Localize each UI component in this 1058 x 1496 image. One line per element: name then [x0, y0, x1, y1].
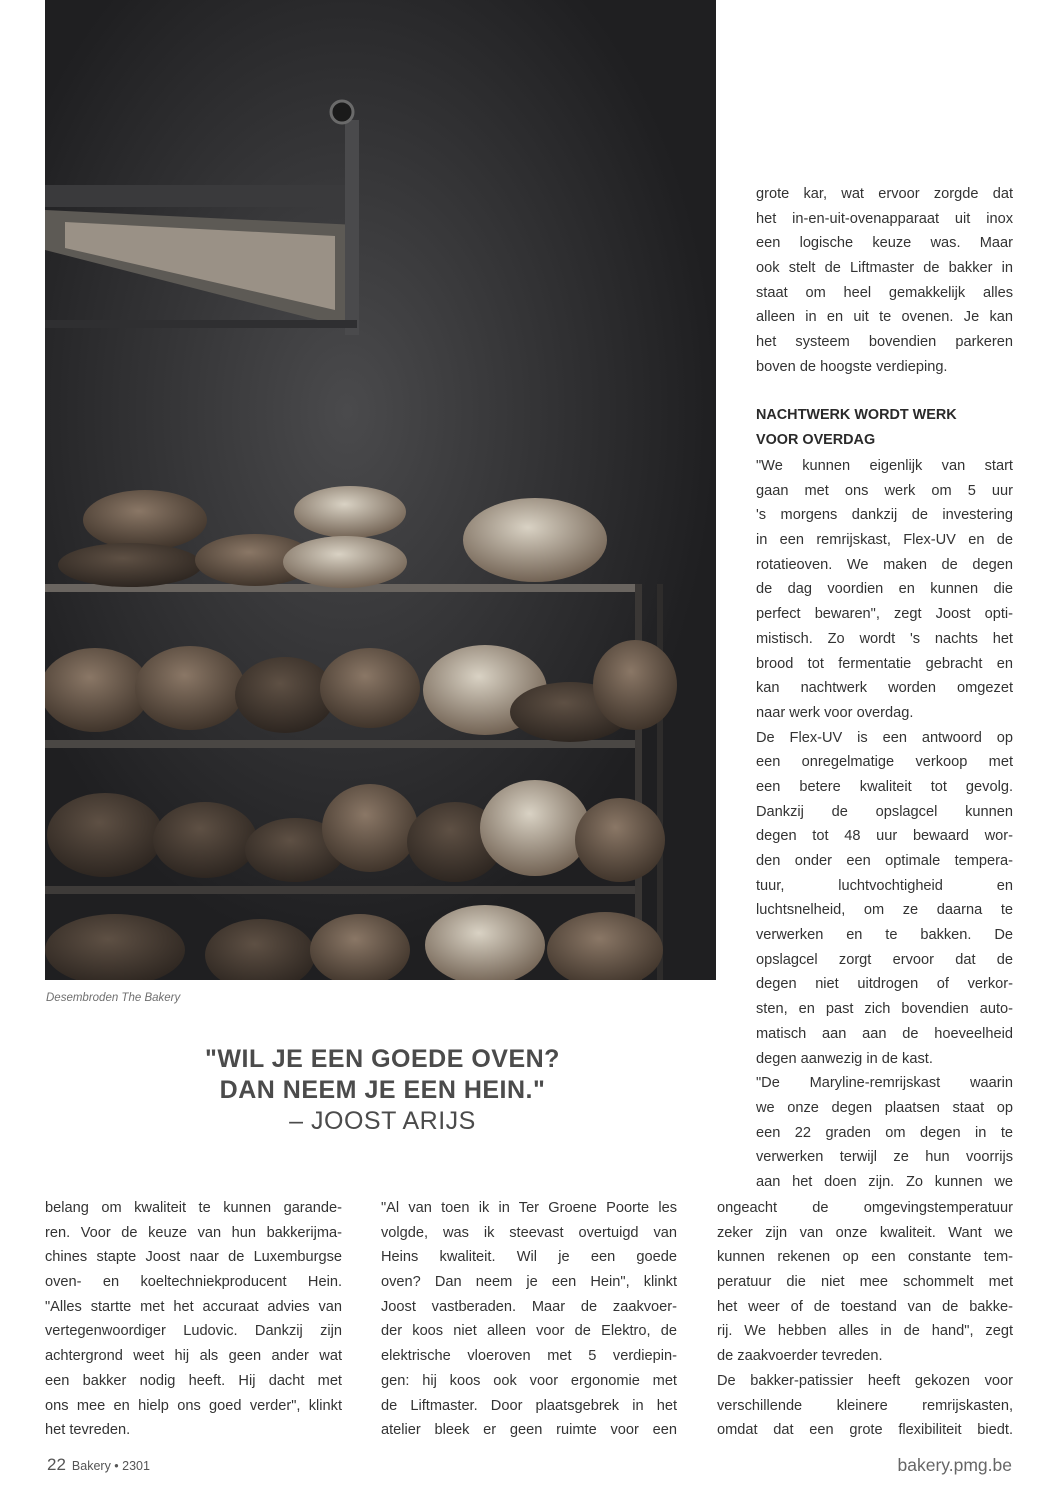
text-line: verschillende kleinere remrijskasten,: [717, 1397, 1013, 1414]
text-line: aan het doen zijn. Zo kunnen we: [756, 1173, 1013, 1190]
text-line: tuur, luchtvochtigheid en: [756, 877, 1013, 894]
middle-column-paragraph: [381, 1196, 677, 1443]
text-line: de zaakvoerder tevreden.: [717, 1348, 883, 1365]
text-line: staat om heel gemakkelijk alles: [756, 284, 1013, 301]
text-line: degen aanwezig in de kast.: [756, 1050, 933, 1067]
text-line: Joost vastberaden. Maar de zaakvoer-: [381, 1298, 677, 1315]
magazine-issue: Bakery • 2301: [71, 1459, 150, 1473]
text-line: het tevreden.: [45, 1422, 131, 1439]
right-column-paragraph-1: [756, 182, 1013, 380]
text-line: vertegenwoordiger Ludovic. Dankzij zijn: [45, 1323, 342, 1340]
text-line: een betere kwaliteit tot gevolg.: [756, 778, 1013, 795]
text-line: naar werk voor overdag.: [756, 704, 914, 721]
text-line: het weer of de toestand van de bakke-: [717, 1298, 1013, 1315]
text-line: kunnen rekenen op een constante tem-: [717, 1249, 1013, 1266]
text-line: achtergrond weet hij als geen ander wat: [45, 1348, 342, 1365]
photo-caption: Desembroden The Bakery: [46, 992, 181, 1004]
text-line: we onze degen plaatsen staat op: [756, 1099, 1013, 1116]
text-line: ren. Voor de keuze van hun bakkerijma-: [45, 1224, 342, 1241]
section-heading: [756, 403, 1013, 452]
text-line: 's morgens dankzij de investering: [756, 507, 1013, 524]
text-line: een bakker nodig heeft. Hij dacht met: [45, 1372, 342, 1389]
left-column-paragraph: [45, 1196, 342, 1443]
top-shelf-loaves: [58, 486, 607, 588]
pull-quote-line-1: "WIL JE EEN GOEDE OVEN?: [205, 1045, 560, 1073]
text-line: De bakker-patissier heeft gekozen voor: [717, 1372, 1013, 1389]
text-line: het in-en-uit-ovenapparaat uit inox: [756, 210, 1013, 227]
text-line: "We kunnen eigenlijk van start: [756, 458, 1013, 474]
footer-left: [47, 1455, 150, 1475]
text-line: chines stapte Joost naar de Luxemburgse: [45, 1249, 342, 1266]
pull-quote-line-2: DAN NEEM JE EEN HEIN.": [219, 1076, 546, 1104]
text-line: alleen in en uit te ovenen. Je kan: [756, 309, 1013, 326]
text-line: de dag voordien en kunnen die: [756, 581, 1013, 598]
text-line: den onder een optimale tempera-: [756, 853, 1013, 869]
text-line: ook stelt de Liftmaster de bakker in: [756, 260, 1013, 277]
text-line: opslagcel zorgt ervoor dat de: [756, 951, 1013, 968]
text-line: volgde, was ik steevast overtuigd van: [381, 1224, 677, 1241]
text-line: "De Maryline-remrijskast waarin: [756, 1075, 1013, 1092]
website-link[interactable]: bakery.pmg.be: [897, 1455, 1012, 1475]
text-line: rij. We hebben alles in de hand", zegt: [717, 1323, 1013, 1340]
text-line: atelier bleek er geen ruimte voor een: [381, 1422, 677, 1439]
text-line: omdat dat een grote flexibiliteit biedt.: [717, 1422, 1013, 1439]
right-column-bottom: [717, 1196, 1013, 1443]
text-line: degen tot 48 uur bewaard wor-: [756, 828, 1013, 845]
text-line: verwerken terwijl ze hun voorrijs: [756, 1149, 1013, 1166]
text-line: matisch aan aan de hoeveelheid: [756, 1025, 1013, 1042]
text-line: mistisch. Zo wordt 's nachts het: [756, 630, 1013, 647]
text-line: gen: hij koos ook voor ergonomie met: [381, 1372, 677, 1389]
text-line: ongeacht de omgevingstemperatuur: [717, 1200, 1013, 1216]
text-line: De Flex-UV is een antwoord op: [756, 729, 1013, 746]
left-column: [45, 1196, 342, 1443]
text-line: een logische keuze was. Maar: [756, 235, 1013, 252]
text-line: de Liftmaster. Door plaatsgebrek in het: [381, 1397, 677, 1414]
text-line: ons mee en hielp ons goed verder", klinkt: [45, 1397, 342, 1414]
text-line: boven de hoogste verdieping.: [756, 358, 948, 375]
text-line: luchtsnelheid, om ze daarna te: [756, 902, 1013, 919]
page-number: 22: [47, 1455, 66, 1474]
right-column-paragraph-2: [756, 454, 1013, 1195]
middle-column: [381, 1196, 677, 1443]
text-line: peratuur die niet mee schommelt met: [717, 1274, 1013, 1291]
pull-quote: [140, 1044, 625, 1137]
pull-quote-attribution: – JOOST ARIJS: [289, 1107, 476, 1135]
text-line: "Alles startte met het accuraat advies van: [45, 1298, 342, 1315]
text-line: een onregelmatige verkoop met: [756, 754, 1013, 771]
right-column-paragraph-3: [717, 1196, 1013, 1443]
right-column-body: [756, 454, 1013, 1195]
text-line: zeker zijn van onze kwaliteit. Want we: [717, 1224, 1013, 1241]
text-line: oven? Dan neem je een Hein", klinkt: [381, 1274, 677, 1291]
text-line: perfect bewaren", zegt Joost opti-: [756, 606, 1013, 623]
text-line: degen niet uitdrogen of verkor-: [756, 976, 1013, 993]
text-line: een 22 graden om degen in te: [756, 1124, 1013, 1141]
text-line: Dankzij de opslagcel kunnen: [756, 803, 1013, 820]
bread-rack-photo: [45, 0, 716, 980]
text-line: grote kar, wat ervoor zorgde dat: [756, 186, 1013, 202]
text-line: gaan met ons werk om 5 uur: [756, 482, 1013, 499]
text-line: het systeem bovendien parkeren: [756, 334, 1013, 351]
text-line: verwerken en te bakken. De: [756, 927, 1013, 944]
text-line: "Al van toen ik in Ter Groene Poorte les: [381, 1200, 677, 1216]
text-line: elektrische vloeroven met 5 verdiepin-: [381, 1348, 677, 1365]
text-line: sten, en past zich bovendien auto-: [756, 1001, 1013, 1018]
text-line: rotatieoven. We maken de degen: [756, 556, 1013, 573]
section-heading-line-1: NACHTWERK WORDT WERK: [756, 407, 957, 423]
text-line: brood tot fermentatie gebracht en: [756, 655, 1013, 672]
text-line: belang om kwaliteit te kunnen garande-: [45, 1200, 342, 1216]
text-line: Heins kwaliteit. Wil je een goede: [381, 1249, 677, 1266]
section-heading-line-2: VOOR OVERDAG: [756, 431, 876, 448]
right-column-top: [756, 182, 1013, 380]
text-line: in een remrijskast, Flex-UV en de: [756, 532, 1013, 549]
text-line: oven- en koeltechniekproducent Hein.: [45, 1274, 342, 1291]
bread-rack-illustration: [45, 0, 716, 980]
text-line: der koos niet alleen voor de Elektro, de: [381, 1323, 677, 1340]
text-line: kan nachtwerk worden omgezet: [756, 680, 1013, 697]
